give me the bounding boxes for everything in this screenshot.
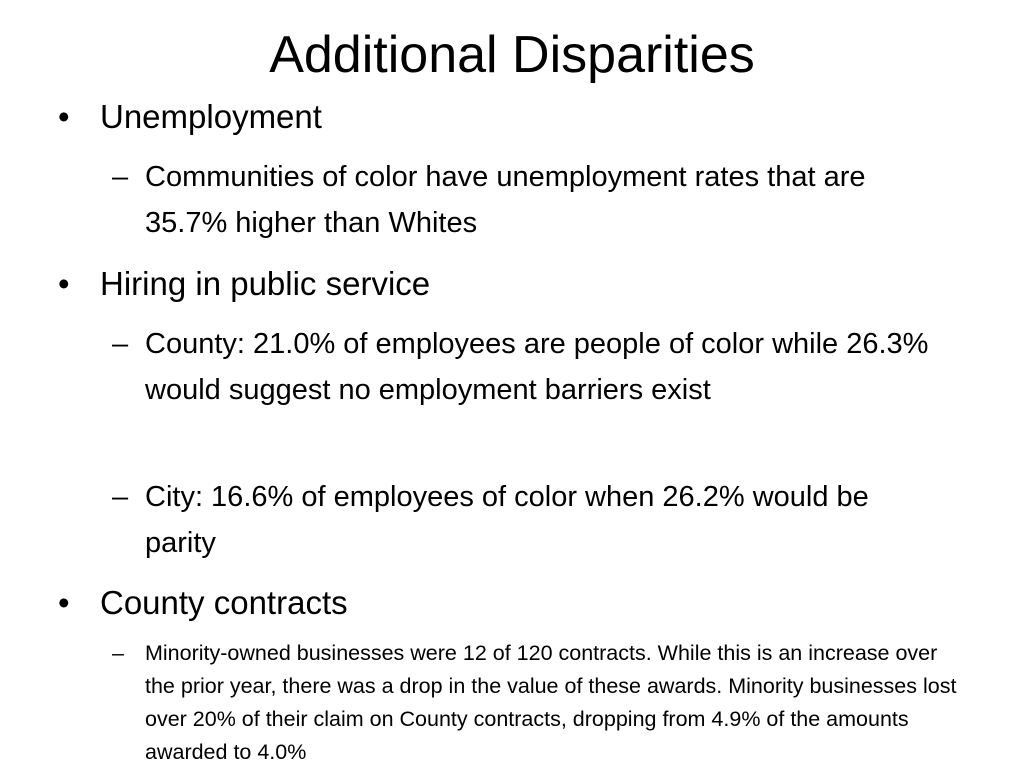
sub-point-text: Minority-owned businesses were 12 of 120 contracts. While this is an increase over the prior year, there was a drop in the value of these awards. Minority businesses lost over 20% of their claim on County contracts, dropping from 4.9% of the amounts awarded to 4.0%	[145, 641, 957, 764]
sub-point-city-hiring	[112, 474, 942, 566]
sub-point-county-hiring	[112, 321, 942, 413]
dash-icon: –	[112, 481, 129, 513]
dash-icon: –	[112, 161, 129, 193]
bullet-label: Unemployment	[100, 98, 322, 135]
sub-point-minority-contracts	[112, 637, 962, 768]
dash-icon: –	[112, 328, 129, 360]
sub-point-text: City: 16.6% of employees of color when 26.2% would be parity	[145, 481, 869, 559]
slide-title: Additional Disparities	[269, 26, 755, 84]
bullet-icon: •	[58, 265, 70, 302]
bullet-label: County contracts	[100, 584, 348, 621]
dash-icon: –	[112, 641, 124, 665]
sub-point-unemployment-rate	[112, 154, 942, 246]
bullet-icon: •	[58, 98, 70, 135]
sub-point-text: Communities of color have unemployment rates that are 35.7% higher than Whites	[145, 161, 866, 239]
sub-point-text: County: 21.0% of employees are people of color while 26.3% would suggest no employment barriers exist	[145, 328, 929, 406]
bullet-icon: •	[58, 584, 70, 621]
bullet-label: Hiring in public service	[100, 265, 431, 302]
